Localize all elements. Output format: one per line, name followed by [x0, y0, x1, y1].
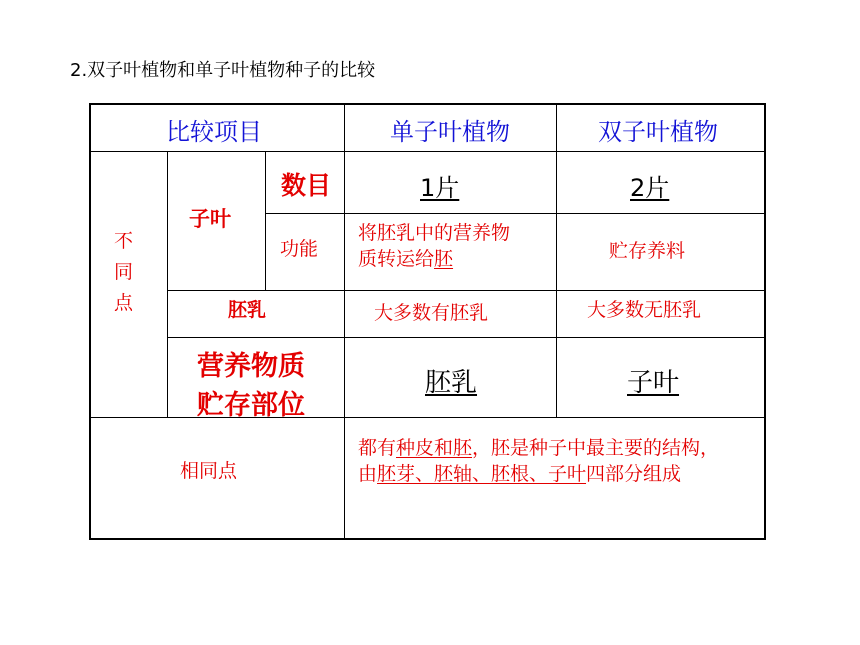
function-monocot-line1: 将胚乳中的营养物	[358, 222, 511, 244]
endosperm-monocot: 大多数有胚乳	[374, 302, 489, 324]
same-line2-a: 由	[358, 463, 378, 485]
table-border-bottom	[89, 538, 766, 540]
same-line1-a: 都有	[358, 437, 397, 459]
table-border-right	[764, 103, 766, 540]
endosperm-dicot: 大多数无胚乳	[587, 299, 702, 321]
same-line1	[358, 433, 719, 460]
storage-dicot: 子叶	[627, 368, 680, 398]
diff-label-char: 点	[114, 292, 134, 314]
table-border-left	[89, 103, 91, 540]
row-divider	[89, 151, 766, 152]
col-divider	[265, 151, 266, 291]
function-label: 功能	[280, 238, 319, 260]
header-monocot: 单子叶植物	[390, 118, 510, 146]
same-line2-parts: 胚芽、胚轴、胚根、子叶	[377, 463, 587, 485]
row-divider	[265, 213, 765, 214]
same-line2-c: 四部分组成	[586, 463, 682, 485]
function-monocot-line2	[358, 244, 453, 271]
row-divider	[167, 337, 765, 338]
same-line2	[358, 459, 681, 486]
col-divider	[556, 103, 557, 418]
number-dicot: 2片	[630, 174, 670, 202]
endosperm-label: 胚乳	[228, 299, 267, 321]
diff-label-char: 不	[114, 230, 134, 252]
number-label: 数目	[281, 171, 332, 200]
same-line1-c: ，胚是种子中最主要的结构，	[472, 437, 720, 459]
row-divider	[167, 290, 765, 291]
storage-label-line2: 贮存部位	[197, 390, 305, 421]
storage-label-line1: 营养物质	[197, 351, 305, 382]
function-monocot-line2-text: 质转运给	[358, 248, 435, 270]
function-dicot: 贮存养料	[609, 240, 686, 262]
diff-label-char: 同	[114, 261, 134, 283]
header-item: 比较项目	[166, 118, 262, 146]
same-label: 相同点	[180, 460, 238, 482]
row-divider	[89, 417, 766, 418]
col-divider	[167, 151, 168, 418]
cotyledon-label: 子叶	[189, 207, 231, 231]
number-monocot: 1片	[420, 174, 460, 202]
table-border-top	[89, 103, 766, 105]
header-dicot: 双子叶植物	[598, 118, 718, 146]
storage-monocot: 胚乳	[425, 368, 478, 398]
function-monocot-line2-embryo: 胚	[434, 248, 454, 270]
col-divider	[344, 103, 345, 539]
slide-title: 2.双子叶植物和单子叶植物种子的比较	[70, 60, 376, 81]
same-line1-seedcoat-embryo: 种皮和胚	[396, 437, 473, 459]
